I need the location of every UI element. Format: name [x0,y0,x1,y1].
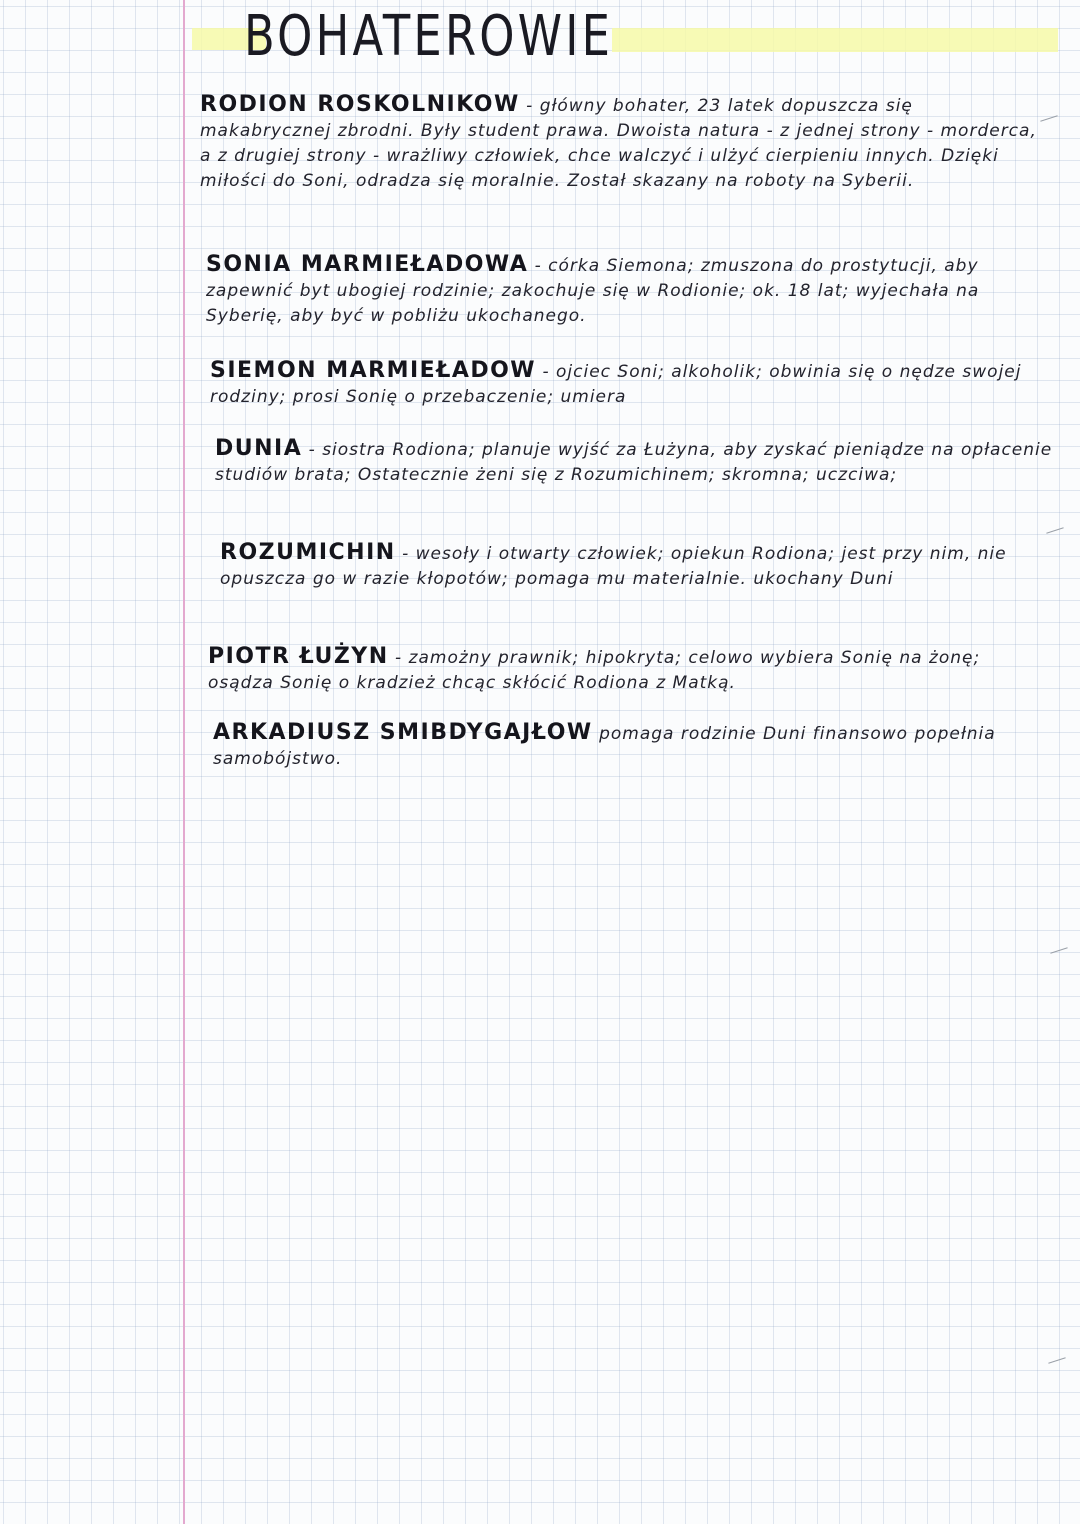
character-name: SIEMON MARMIEŁADOW [210,358,537,383]
page-title: BOHATEROWIE [244,4,614,69]
character-name: PIOTR ŁUŻYN [208,644,389,669]
character-entry-siemon [210,358,1050,410]
character-name: SONIA MARMIEŁADOWA [206,252,529,277]
character-name: ROZUMICHIN [220,540,396,565]
character-entry-rodion [200,92,1040,194]
page-edge-mark [1040,115,1057,122]
title-highlight-right [612,28,1058,52]
character-description: - ojciec Soni; alkoholik; obwinia się o nędze swojej rodziny; prosi Sonię o przebaczenie; umiera [210,362,1022,407]
character-entry-rozumichin [220,540,1060,592]
character-description: pomaga rodzinie Duni finansowo popełnia samobójstwo. [213,724,996,769]
character-entry-luzyn [208,644,1048,696]
character-name: DUNIA [215,436,303,461]
character-entry-dunia [215,436,1055,488]
character-entry-arkadiusz [213,720,1053,772]
page-edge-mark [1046,527,1063,534]
notebook-margin-line [183,0,185,1524]
character-description: - córka Siemona; zmuszona do prostytucji, aby zapewnić byt ubogiej rodzinie; zakochuje się w Rodionie; ok. 18 lat; wyjechała na Syberię, aby być w pobliżu ukochanego. [206,256,980,326]
character-description: - wesoły i otwarty człowiek; opiekun Rodiona; jest przy nim, nie opuszcza go w razie kłopotów; pomaga mu materialnie. ukochany Duni [220,544,1007,589]
character-description: - siostra Rodiona; planuje wyjść za Łużyna, aby zyskać pieniądze na opłacenie studiów brata; Ostatecznie żeni się z Rozumichinem; skromna; uczciwa; [215,440,1053,485]
page-edge-mark [1048,1357,1065,1364]
character-description: - główny bohater, 23 latek dopuszcza się makabrycznej zbrodni. Były student prawa. Dwoista natura - z jednej strony - morderca, a z drugiej strony - wrażliwy człowiek, chce walczyć i ulżyć cierpieniu innych. Dzięki miłości do Soni, odradza się moralnie. Został skazany na roboty na Syberii. [200,96,1037,191]
page-edge-mark [1050,947,1067,954]
character-entry-sonia [206,252,1046,329]
character-name: ARKADIUSZ SMIBDYGAJŁOW [213,720,593,745]
character-name: RODION ROSKOLNIKOW [200,92,520,117]
character-description: - zamożny prawnik; hipokryta; celowo wybiera Sonię na żonę; osądza Sonię o kradzież chcąc skłócić Rodiona z Matką. [208,648,981,693]
